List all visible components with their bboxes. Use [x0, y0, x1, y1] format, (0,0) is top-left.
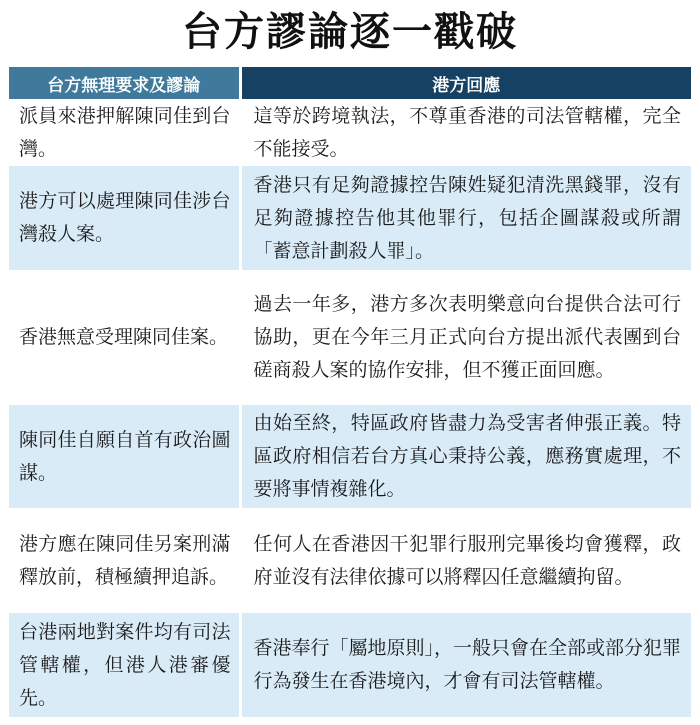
claim-cell: 陳同佳自願自首有政治圖謀。: [9, 405, 240, 508]
response-cell: 由始至終，特區政府皆盡力為受害者伸張正義。特區政府相信若台方真心秉持公義，應務實處理，不要將事情複雜化。: [240, 405, 691, 508]
claim-cell: 香港無意受理陳同佳案。: [9, 270, 240, 405]
claim-cell: 港方應在陳同佳另案刑滿釋放前，積極續押追訴。: [9, 508, 240, 613]
header-claims: 台方無理要求及謬論: [9, 67, 240, 99]
table-row: [9, 405, 691, 508]
table-header-row: [9, 67, 691, 99]
claim-cell: 台港兩地對案件均有司法管轄權，但港人港審優先。: [9, 613, 240, 717]
page-title: 台方謬論逐一戳破: [182, 9, 518, 55]
table-row: [9, 99, 691, 166]
response-cell: 過去一年多，港方多次表明樂意向台提供合法可行協助，更在今年三月正式向台方提出派代表團到台磋商殺人案的協作安排，但不獲正面回應。: [240, 270, 691, 405]
response-cell: 任何人在香港因干犯罪行服刑完畢後均會獲釋，政府並沒有法律依據可以將釋囚任意繼續拘留。: [240, 508, 691, 613]
response-cell: 這等於跨境執法，不尊重香港的司法管轄權，完全不能接受。: [240, 99, 691, 166]
comparison-table: [9, 67, 691, 717]
table-row: [9, 508, 691, 613]
claim-cell: 港方可以處理陳同佳涉台灣殺人案。: [9, 166, 240, 270]
claim-cell: 派員來港押解陳同佳到台灣。: [9, 99, 240, 166]
header-response: 港方回應: [240, 67, 691, 99]
response-cell: 香港奉行「屬地原則」，一般只會在全部或部分犯罪行為發生在香港境內，才會有司法管轄權。: [240, 613, 691, 717]
table-row: [9, 166, 691, 270]
table-row: [9, 613, 691, 717]
response-cell: 香港只有足夠證據控告陳姓疑犯清洗黑錢罪，沒有足夠證據控告他其他罪行，包括企圖謀殺或所謂「蓄意計劃殺人罪」。: [240, 166, 691, 270]
table-row: [9, 270, 691, 405]
